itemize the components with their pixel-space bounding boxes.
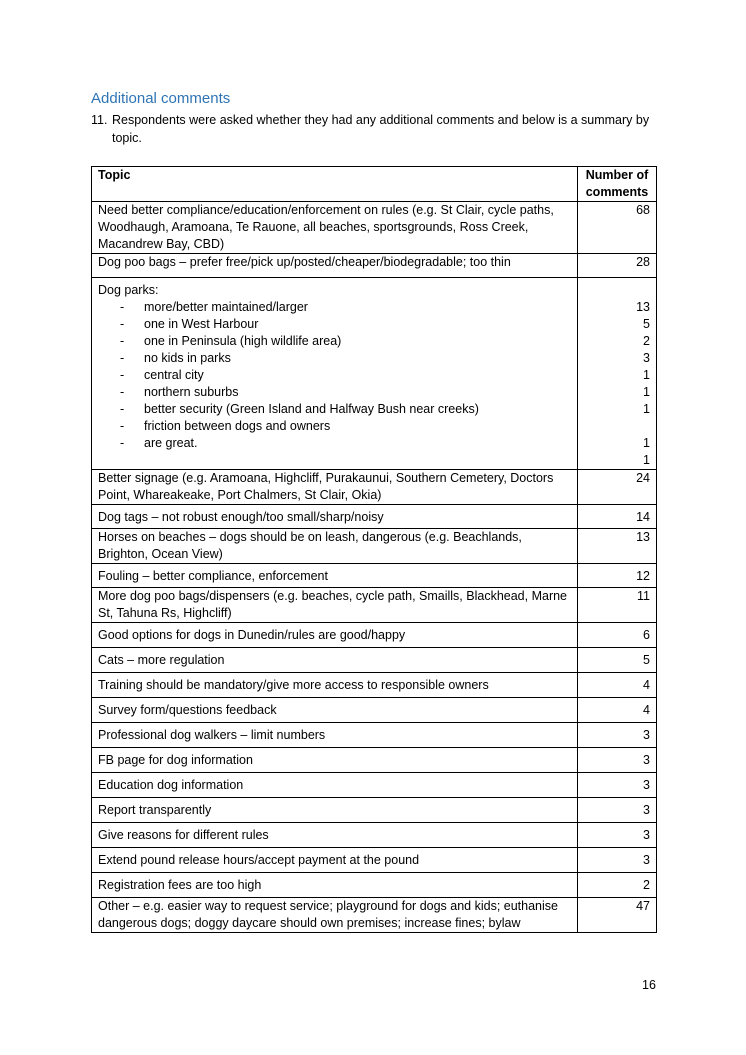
topic-cell: Training should be mandatory/give more access to responsible owners — [92, 673, 578, 698]
table-row — [92, 529, 657, 564]
dog-parks-item-count: 2 — [643, 334, 650, 348]
dog-parks-item — [98, 316, 571, 333]
dog-parks-item-text: central city — [144, 368, 204, 382]
dog-parks-item — [98, 418, 571, 435]
topic-cell: Cats – more regulation — [92, 648, 578, 673]
topic-cell: Fouling – better compliance, enforcement — [92, 564, 578, 588]
dog-parks-item-text: more/better maintained/larger — [144, 300, 308, 314]
table-row — [92, 648, 657, 673]
count-cell: 14 — [578, 505, 657, 529]
table-header-row — [92, 167, 657, 202]
dog-parks-item-count: 5 — [643, 317, 650, 331]
table-row — [92, 798, 657, 823]
dog-parks-item — [98, 367, 571, 384]
count-cell: 3 — [578, 748, 657, 773]
dog-parks-item-count — [584, 418, 650, 435]
bullet-dash: - — [120, 368, 125, 382]
count-cell — [578, 278, 657, 470]
table-row — [92, 505, 657, 529]
header-topic: Topic — [92, 167, 578, 202]
paragraph-number: 11. — [91, 113, 108, 127]
table-row — [92, 698, 657, 723]
table-row — [92, 873, 657, 898]
dog-parks-extra-count: 1 — [643, 453, 650, 467]
count-cell: 4 — [578, 698, 657, 723]
topic-cell: Give reasons for different rules — [92, 823, 578, 848]
topic-cell — [92, 278, 578, 470]
topic-cell: Other – e.g. easier way to request service; playground for dogs and kids; euthanise dangerous dogs; doggy daycare should own premises; increase fines; bylaw — [92, 898, 578, 933]
count-cell: 4 — [578, 673, 657, 698]
topic-cell: Good options for dogs in Dunedin/rules are good/happy — [92, 623, 578, 648]
dog-parks-item — [98, 333, 571, 350]
dog-parks-item — [98, 435, 571, 452]
topic-cell: Registration fees are too high — [92, 873, 578, 898]
count-cell: 3 — [578, 773, 657, 798]
bullet-dash: - — [120, 334, 125, 348]
bullet-dash: - — [120, 385, 125, 399]
table-row — [92, 254, 657, 278]
dog-parks-item-text: one in West Harbour — [144, 317, 259, 331]
dog-parks-item-count: 1 — [643, 402, 650, 416]
dog-parks-item-text: are great. — [144, 436, 198, 450]
count-cell: 28 — [578, 254, 657, 278]
table-row — [92, 898, 657, 933]
dog-parks-item-text: better security (Green Island and Halfway Bush near creeks) — [144, 402, 479, 416]
section-heading: Additional comments — [91, 90, 231, 107]
table-row — [92, 823, 657, 848]
topic-cell: Need better compliance/education/enforcement on rules (e.g. St Clair, cycle paths, Woodhaugh, Aramoana, Te Rauone, all beaches, sportsgrounds, Ross Creek, Macandrew Bay, CBD) — [92, 202, 578, 254]
count-cell: 6 — [578, 623, 657, 648]
count-cell: 47 — [578, 898, 657, 933]
bullet-dash: - — [120, 300, 125, 314]
topic-cell: Professional dog walkers – limit numbers — [92, 723, 578, 748]
count-cell: 3 — [578, 798, 657, 823]
bullet-dash: - — [120, 402, 125, 416]
topic-cell: Extend pound release hours/accept payment at the pound — [92, 848, 578, 873]
topic-cell: Better signage (e.g. Aramoana, Highcliff, Purakaunui, Southern Cemetery, Doctors Point, Whareakeake, Port Chalmers, St Clair, Okia) — [92, 470, 578, 505]
count-cell: 3 — [578, 848, 657, 873]
dog-parks-item-count: 3 — [643, 351, 650, 365]
count-cell: 5 — [578, 648, 657, 673]
table-row — [92, 564, 657, 588]
topic-cell: More dog poo bags/dispensers (e.g. beaches, cycle path, Smaills, Blackhead, Marne St, Tahuna Rs, Highcliff) — [92, 588, 578, 623]
topic-cell: Education dog information — [92, 773, 578, 798]
intro-paragraph — [91, 111, 661, 147]
comments-table — [91, 166, 657, 933]
table-row — [92, 202, 657, 254]
count-cell: 3 — [578, 823, 657, 848]
table-row — [92, 470, 657, 505]
dog-parks-item — [98, 384, 571, 401]
bullet-dash: - — [120, 351, 125, 365]
dog-parks-item-count: 13 — [636, 300, 650, 314]
table-row — [92, 623, 657, 648]
count-cell: 3 — [578, 723, 657, 748]
header-count: Number of comments — [578, 167, 657, 202]
topic-cell: Survey form/questions feedback — [92, 698, 578, 723]
page-number: 16 — [642, 978, 656, 992]
topic-cell: Horses on beaches – dogs should be on leash, dangerous (e.g. Beachlands, Brighton, Ocean View) — [92, 529, 578, 564]
dog-parks-item-count: 1 — [643, 436, 650, 450]
table-row — [92, 773, 657, 798]
count-cell: 24 — [578, 470, 657, 505]
dog-parks-item — [98, 299, 571, 316]
bullet-dash: - — [120, 436, 125, 450]
dog-parks-item — [98, 350, 571, 367]
count-cell: 68 — [578, 202, 657, 254]
dog-parks-item-count: 1 — [643, 368, 650, 382]
table-row — [92, 748, 657, 773]
table-row — [92, 673, 657, 698]
dog-parks-item-text: no kids in parks — [144, 351, 231, 365]
count-cell: 13 — [578, 529, 657, 564]
table-row — [92, 588, 657, 623]
topic-cell: Dog tags – not robust enough/too small/sharp/noisy — [92, 505, 578, 529]
topic-cell: Dog poo bags – prefer free/pick up/posted/cheaper/biodegradable; too thin — [92, 254, 578, 278]
table-row — [92, 848, 657, 873]
bullet-dash: - — [120, 317, 125, 331]
dog-parks-item-text: northern suburbs — [144, 385, 239, 399]
table-row-dog-parks — [92, 278, 657, 470]
count-cell: 2 — [578, 873, 657, 898]
paragraph-text: Respondents were asked whether they had any additional comments and below is a summary by topic. — [112, 113, 650, 145]
dog-parks-item — [98, 401, 571, 418]
dog-parks-item-text: friction between dogs and owners — [144, 419, 331, 433]
table-row — [92, 723, 657, 748]
topic-cell: FB page for dog information — [92, 748, 578, 773]
count-cell: 12 — [578, 564, 657, 588]
count-cell: 11 — [578, 588, 657, 623]
dog-parks-item-count: 1 — [643, 385, 650, 399]
dog-parks-title: Dog parks: — [98, 283, 159, 297]
dog-parks-item-text: one in Peninsula (high wildlife area) — [144, 334, 342, 348]
topic-cell: Report transparently — [92, 798, 578, 823]
bullet-dash: - — [120, 419, 125, 433]
